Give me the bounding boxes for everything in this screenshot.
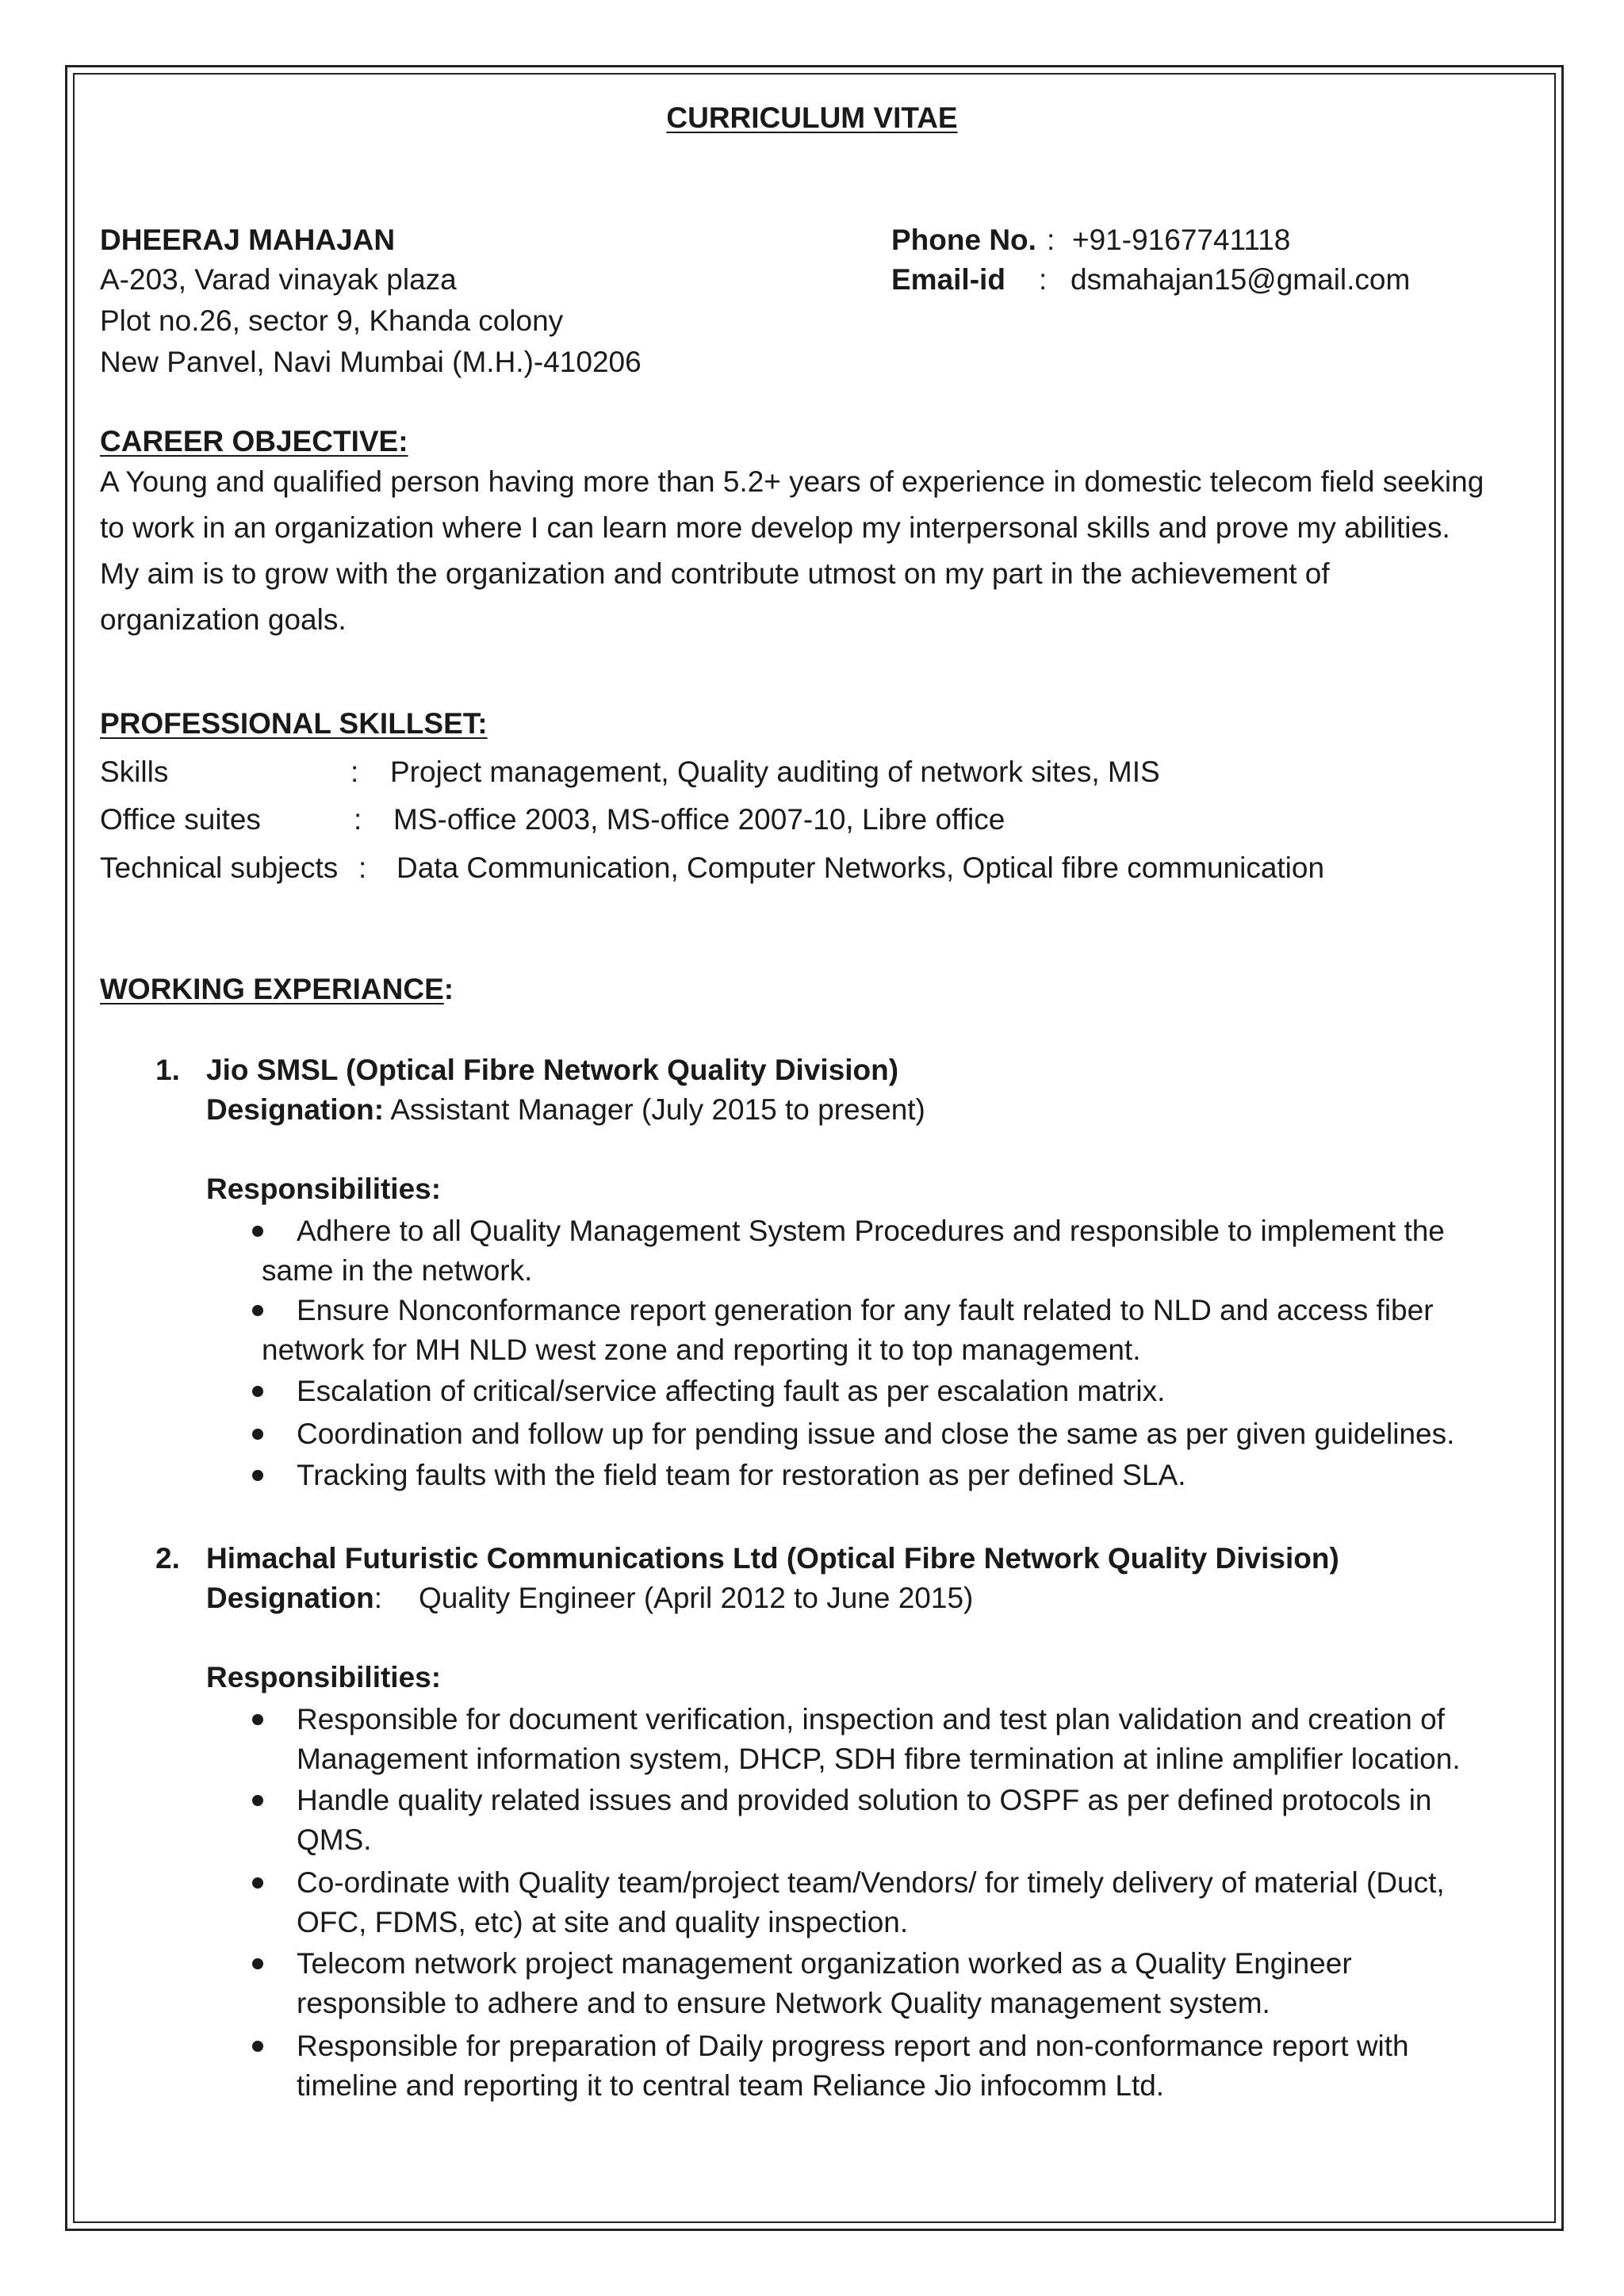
skill-label: Office suites [100, 803, 261, 836]
responsibility-line: Responsible for preparation of Daily progress report and non-conformance report with [297, 2030, 1409, 2062]
phone-label: Phone No. [891, 224, 1036, 256]
designation-value: Quality Engineer (April 2012 to June 2015) [419, 1582, 974, 1614]
objective-line: to work in an organization where I can learn more develop my interpersonal skills and prove my abilities. [100, 511, 1450, 544]
job-designation [206, 1093, 925, 1127]
job-company: Jio SMSL (Optical Fibre Network Quality Division) [206, 1054, 899, 1086]
skill-label: Technical subjects [100, 851, 339, 884]
job-designation [206, 1581, 973, 1616]
responsibilities-heading: Responsibilities: [206, 1173, 442, 1205]
responsibility-line: Management information system, DHCP, SDH fibre termination at inline amplifier location. [297, 1743, 1461, 1775]
responsibility-line: Co-ordinate with Quality team/project team/Vendors/ for timely delivery of material (Duct, [297, 1866, 1445, 1899]
designation-value: Assistant Manager (July 2015 to present) [390, 1093, 925, 1126]
designation-colon: : [373, 1582, 383, 1614]
responsibility-line: QMS. [297, 1823, 372, 1856]
bullet-icon [252, 1386, 263, 1397]
job-company: Himachal Futuristic Communications Ltd (Optical Fibre Network Quality Division) [206, 1542, 1339, 1575]
responsibility-line: timeline and reporting it to central team Reliance Jio infocomm Ltd. [297, 2069, 1165, 2102]
bullet-icon [252, 1429, 263, 1440]
designation-label: Designation: [206, 1093, 385, 1126]
experience-heading [100, 972, 454, 1007]
job-number: 2. [155, 1542, 180, 1575]
email-address: dsmahajan15@gmail.com [1071, 263, 1411, 296]
responsibility-line: Coordination and follow up for pending issue and close the same as per given guidelines. [297, 1418, 1455, 1450]
address-line-2: Plot no.26, sector 9, Khanda colony [100, 304, 564, 337]
bullet-icon [252, 2041, 263, 2052]
career-objective-heading: CAREER OBJECTIVE: [100, 425, 408, 457]
skill-value: MS-office 2003, MS-office 2007-10, Libre office [393, 803, 1005, 836]
skill-separator: : [350, 756, 359, 788]
responsibility-line: network for MH NLD west zone and reporting it to top management. [262, 1334, 1141, 1366]
document-title: CURRICULUM VITAE [666, 101, 958, 134]
candidate-name: DHEERAJ MAHAJAN [100, 224, 396, 256]
bullet-icon [252, 1305, 263, 1316]
objective-line: A Young and qualified person having more than 5.2+ years of experience in domestic telecom field seeking [100, 465, 1484, 498]
bullet-icon [252, 1795, 263, 1806]
responsibility-line: Adhere to all Quality Management System Procedures and responsible to implement the [297, 1215, 1445, 1247]
job-number: 1. [155, 1054, 180, 1086]
responsibility-line: same in the network. [262, 1254, 533, 1287]
skill-value: Project management, Quality auditing of network sites, MIS [390, 756, 1160, 788]
address-line-1: A-203, Varad vinayak plaza [100, 263, 457, 296]
page-border-inner [73, 73, 1556, 2223]
experience-heading-colon: : [443, 973, 454, 1005]
responsibility-line: responsible to adhere and to ensure Network Quality management system. [297, 1987, 1270, 2019]
address-line-3: New Panvel, Navi Mumbai (M.H.)-410206 [100, 346, 642, 378]
skill-value: Data Communication, Computer Networks, Optical fibre communication [396, 851, 1325, 884]
objective-line: My aim is to grow with the organization and contribute utmost on my part in the achievement of [100, 557, 1330, 590]
designation-label: Designation [206, 1582, 374, 1614]
responsibility-line: Tracking faults with the field team for restoration as per defined SLA. [297, 1459, 1186, 1491]
experience-heading-text: WORKING EXPERIANCE [100, 973, 444, 1005]
skillset-heading: PROFESSIONAL SKILLSET: [100, 707, 488, 740]
bullet-icon [252, 1714, 263, 1725]
bullet-icon [252, 1877, 263, 1888]
objective-line: organization goals. [100, 603, 347, 636]
phone-number: +91-9167741118 [1072, 224, 1291, 256]
responsibility-line: OFC, FDMS, etc) at site and quality inspection. [297, 1906, 909, 1938]
responsibility-line: Escalation of critical/service affecting fault as per escalation matrix. [297, 1375, 1166, 1407]
email-separator: : [1039, 263, 1048, 296]
responsibility-line: Ensure Nonconformance report generation for any fault related to NLD and access fiber [297, 1294, 1434, 1326]
phone-separator: : [1047, 224, 1055, 256]
skill-separator: : [358, 851, 367, 884]
skill-label: Skills [100, 756, 169, 788]
responsibilities-heading: Responsibilities: [206, 1661, 442, 1693]
bullet-icon [252, 1958, 263, 1969]
responsibility-line: Responsible for document verification, inspection and test plan validation and creation of [297, 1703, 1445, 1735]
responsibility-line: Telecom network project management organization worked as a Quality Engineer [297, 1947, 1352, 1980]
responsibility-line: Handle quality related issues and provided solution to OSPF as per defined protocols in [297, 1784, 1432, 1816]
email-label: Email-id [891, 263, 1005, 296]
skill-separator: : [354, 803, 362, 836]
bullet-icon [252, 1470, 263, 1481]
bullet-icon [252, 1226, 263, 1237]
